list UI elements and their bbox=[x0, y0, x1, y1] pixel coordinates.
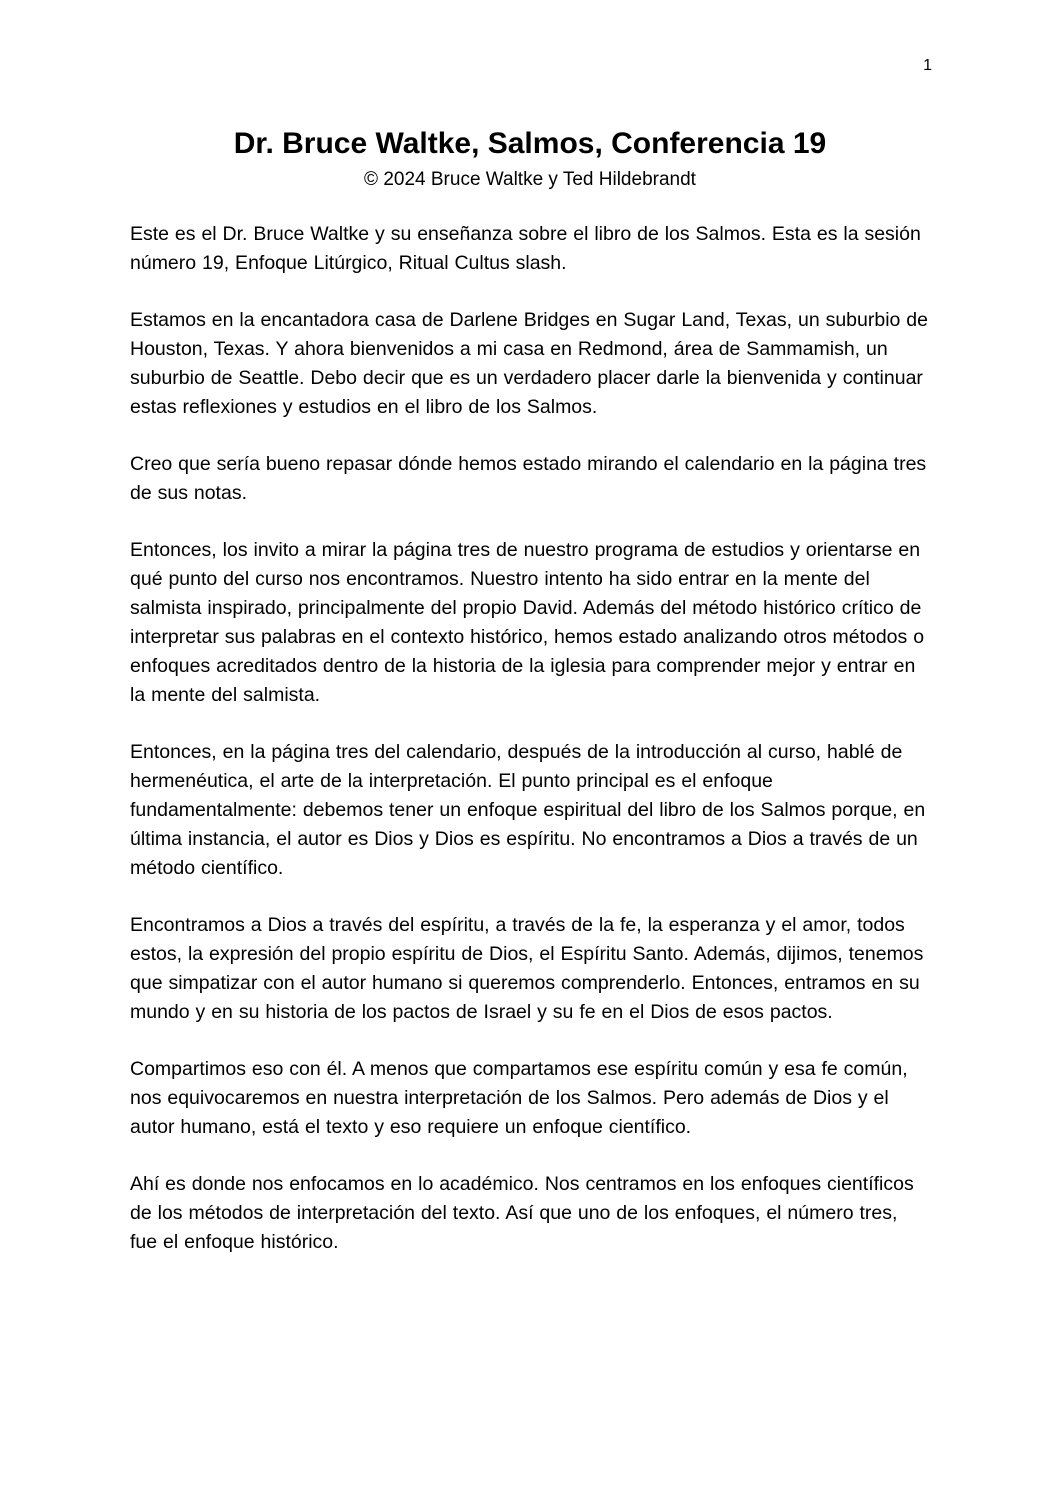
document-content bbox=[130, 126, 930, 1257]
paragraph: Entonces, en la página tres del calendario, después de la introducción al curso, hablé de hermenéutica, el arte de la interpretación. El punto principal es el enfoque fundamentalmente: debemos tener un enfoque espiritual del libro de los Salmos porque, en última instancia, el autor es Dios y Dios es espíritu. No encontramos a Dios a través de un método científico. bbox=[130, 741, 926, 879]
paragraph: Compartimos eso con él. A menos que compartamos ese espíritu común y esa fe común, nos equivocaremos en nuestra interpretación de los Salmos. Pero además de Dios y el autor humano, está el texto y eso requiere un enfoque científico. bbox=[130, 1058, 908, 1138]
paragraph: Encontramos a Dios a través del espíritu, a través de la fe, la esperanza y el amor, todos estos, la expresión del propio espíritu de Dios, el Espíritu Santo. Además, dijimos, tenemos que simpatizar con el autor humano si queremos comprenderlo. Entonces, entramos en su mundo y en su historia de los pactos de Israel y su fe en el Dios de esos pactos. bbox=[130, 914, 924, 1023]
page-number: 1 bbox=[923, 57, 932, 74]
copyright-line: © 2024 Bruce Waltke y Ted Hildebrandt bbox=[364, 169, 696, 190]
paragraph: Este es el Dr. Bruce Waltke y su enseñanza sobre el libro de los Salmos. Esta es la sesión número 19, Enfoque Litúrgico, Ritual Cultus slash. bbox=[130, 223, 921, 274]
paragraph-list bbox=[130, 220, 930, 1257]
paragraph: Estamos en la encantadora casa de Darlene Bridges en Sugar Land, Texas, un suburbio de Houston, Texas. Y ahora bienvenidos a mi casa en Redmond, área de Sammamish, un suburbio de Seattle. Debo decir que es un verdadero placer darle la bienvenida y continuar estas reflexiones y estudios en el libro de los Salmos. bbox=[130, 309, 928, 418]
paragraph: Creo que sería bueno repasar dónde hemos estado mirando el calendario en la página tres de sus notas. bbox=[130, 453, 927, 504]
document-title: Dr. Bruce Waltke, Salmos, Conferencia 19 bbox=[233, 127, 827, 160]
paragraph: Ahí es donde nos enfocamos en lo académico. Nos centramos en los enfoques científicos de los métodos de interpretación del texto. Así que uno de los enfoques, el número tres, fue el enfoque histórico. bbox=[130, 1173, 914, 1253]
paragraph: Entonces, los invito a mirar la página tres de nuestro programa de estudios y orientarse en qué punto del curso nos encontramos. Nuestro intento ha sido entrar en la mente del salmista inspirado, principalmente del propio David. Además del método histórico crítico de interpretar sus palabras en el contexto histórico, hemos estado analizando otros métodos o enfoques acreditados dentro de la historia de la iglesia para comprender mejor y entrar en la mente del salmista. bbox=[130, 539, 925, 706]
